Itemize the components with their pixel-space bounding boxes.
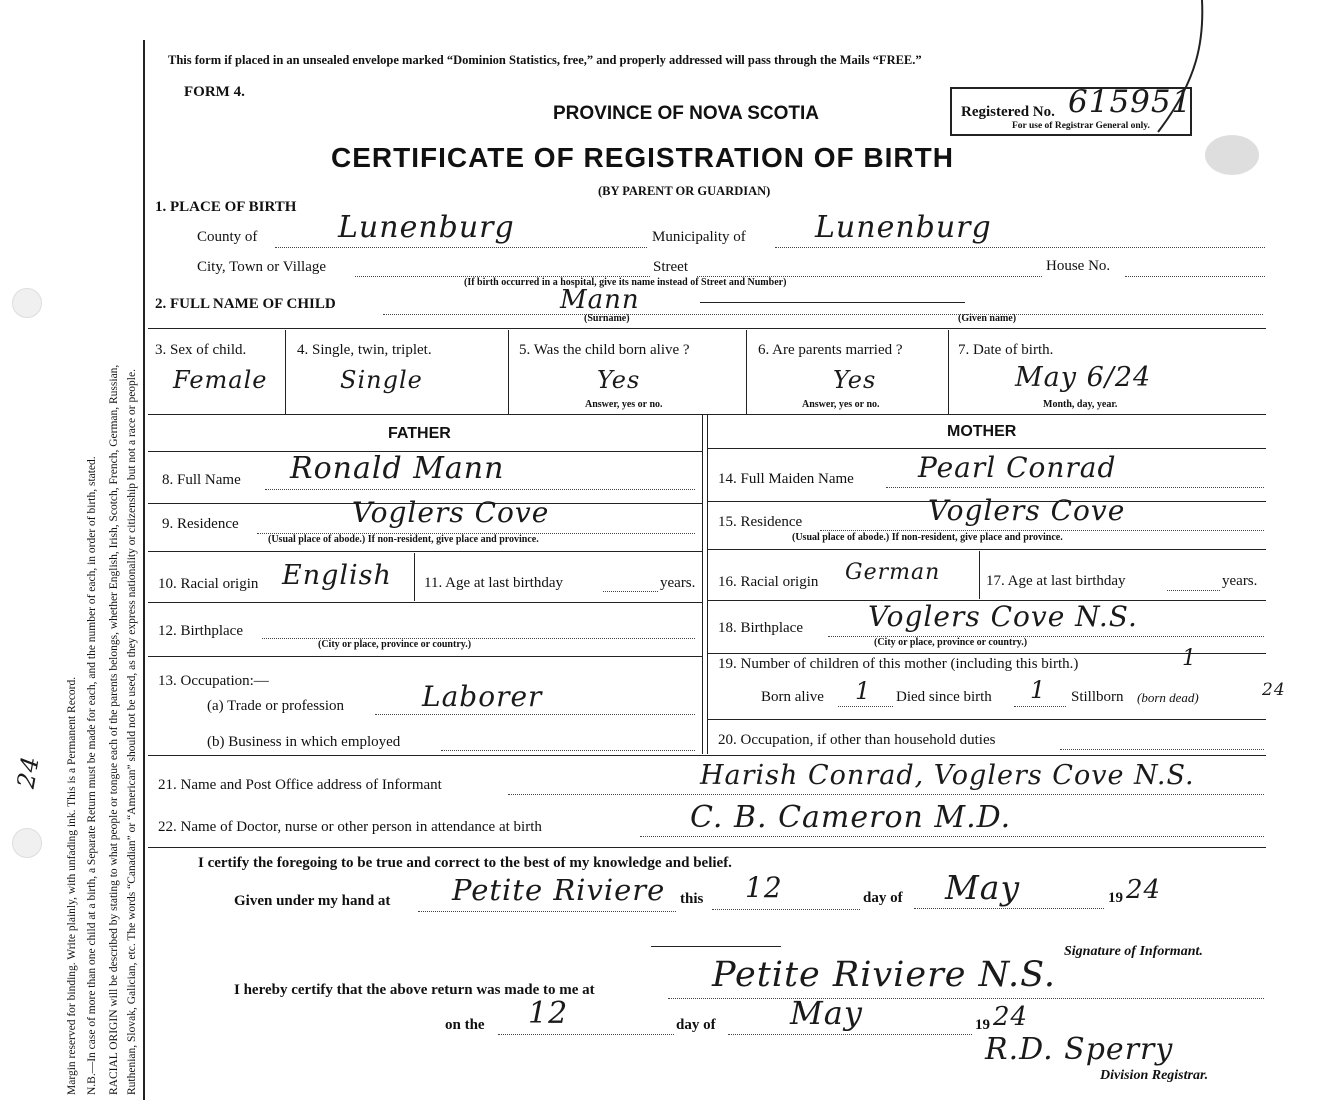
municipality-value: Lunenburg: [815, 210, 992, 245]
page-title: CERTIFICATE OF REGISTRATION OF BIRTH: [331, 142, 954, 173]
mother-birthplace-caption: (City or place, province or country.): [874, 637, 1028, 648]
margin-note-4: Ruthenian, Slovak, Galician, etc. The words “Canadian” or “American” should not be used, as they express nationality or citizenship but not a race or people.: [126, 369, 138, 1095]
father-heading: FATHER: [388, 425, 451, 442]
mother-residence-caption: (Usual place of abode.) If non-resident, give place and province.: [792, 532, 1063, 543]
mail-notice: This form if placed in an unsealed envelope marked “Dominion Statistics, free,” and properly addressed will pass through the Mails “FREE.”: [168, 53, 922, 67]
return-year-prefix: 19: [975, 1017, 990, 1033]
stillborn-note: (born dead): [1137, 690, 1199, 705]
doctor-value: C. B. Cameron M.D.: [690, 800, 1012, 835]
informant-signature-caption: Signature of Informant.: [1064, 944, 1203, 959]
house-number-label: House No.: [1046, 258, 1111, 274]
punch-hole-top: [12, 288, 42, 318]
province-heading: PROVINCE OF NOVA SCOTIA: [553, 103, 820, 124]
informant-label: 21. Name and Post Office address of Informant: [158, 777, 442, 793]
father-residence-label: 9. Residence: [162, 516, 239, 532]
mother-children-value: 1: [1182, 646, 1197, 671]
return-on-label: on the: [445, 1017, 485, 1033]
father-occupation-label: 13. Occupation:—: [158, 673, 269, 689]
informant-value: Harish Conrad, Voglers Cove N.S.: [700, 760, 1195, 791]
page-subtitle: (BY PARENT OR GUARDIAN): [598, 184, 771, 198]
given-this-label: this: [680, 891, 704, 907]
father-birthplace-label: 12. Birthplace: [158, 623, 243, 639]
parents-married-value: Yes: [833, 366, 877, 394]
return-day-label: day of: [676, 1017, 716, 1033]
mother-occupation-label: 20. Occupation, if other than household duties: [718, 732, 996, 748]
father-name-value: Ronald Mann: [290, 451, 505, 486]
stillborn-label: Stillborn: [1071, 689, 1124, 705]
mother-birthplace-label: 18. Birthplace: [718, 620, 803, 636]
given-name-caption: (Given name): [958, 313, 1017, 324]
date-of-birth-label: 7. Date of birth.: [958, 342, 1054, 358]
plurality-value: Single: [340, 366, 423, 394]
died-since-birth-label: Died since birth: [896, 689, 992, 705]
registered-number: 615951: [1068, 84, 1193, 120]
certification-statement: I certify the foregoing to be true and correct to the best of my knowledge and belief.: [198, 855, 732, 871]
born-alive-caption: Answer, yes or no.: [585, 399, 663, 410]
return-month-value: May: [790, 994, 863, 1032]
born-alive-count-value: 1: [855, 677, 872, 705]
registered-label: Registered No.: [961, 104, 1055, 120]
surname-caption: (Surname): [584, 313, 630, 324]
registrar-signature-caption: Division Registrar.: [1100, 1068, 1209, 1083]
given-day-label: day of: [863, 890, 903, 906]
given-at-label: Given under my hand at: [234, 893, 391, 909]
return-year-value: 24: [993, 1002, 1029, 1032]
city-label: City, Town or Village: [197, 259, 327, 275]
plurality-label: 4. Single, twin, triplet.: [297, 342, 432, 358]
given-year-prefix: 19: [1108, 890, 1123, 906]
father-trade-value: Laborer: [422, 680, 543, 713]
father-name-label: 8. Full Name: [162, 472, 241, 488]
father-residence-caption: (Usual place of abode.) If non-resident, give place and province.: [268, 534, 539, 545]
father-race-value: English: [282, 560, 392, 591]
father-trade-label: (a) Trade or profession: [207, 698, 345, 714]
mother-age-label: 17. Age at last birthday: [986, 573, 1126, 589]
mother-residence-label: 15. Residence: [718, 514, 803, 530]
return-made-label: I hereby certify that the above return was made to me at: [234, 982, 595, 998]
parents-married-label: 6. Are parents married ?: [758, 342, 903, 358]
father-residence-value: Voglers Cove: [352, 496, 550, 529]
father-age-unit: years.: [660, 575, 696, 591]
mother-race-value: German: [845, 560, 941, 585]
given-month-value: May: [945, 868, 1021, 907]
father-business-label: (b) Business in which employed: [207, 734, 401, 750]
doctor-label: 22. Name of Doctor, nurse or other person in attendance at birth: [158, 819, 542, 835]
mother-children-label: 19. Number of children of this mother (including this birth.): [718, 656, 1079, 672]
mother-residence-value: Voglers Cove: [928, 494, 1126, 527]
born-alive-label: 5. Was the child born alive ?: [519, 342, 690, 358]
sex-label: 3. Sex of child.: [155, 342, 247, 358]
mother-heading: MOTHER: [947, 423, 1017, 440]
place-of-birth-label: 1. PLACE OF BIRTH: [155, 199, 297, 215]
stillborn-mark: 24: [1262, 680, 1286, 700]
died-since-birth-value: 1: [1030, 676, 1047, 704]
municipality-label: Municipality of: [652, 229, 746, 245]
pen-stroke-mark: [1150, 0, 1210, 140]
county-value: Lunenburg: [338, 210, 515, 245]
date-of-birth-caption: Month, day, year.: [1043, 399, 1118, 410]
born-alive-count-label: Born alive: [761, 689, 824, 705]
margin-handwritten-note: 24: [11, 753, 45, 791]
margin-note-1: Margin reserved for binding. Write plainly, with unfading ink. This is a Permanent Record.: [66, 676, 78, 1095]
hospital-note: (If birth occurred in a hospital, give its name instead of Street and Number): [464, 277, 787, 288]
return-day-value: 12: [528, 996, 569, 1031]
mother-name-value: Pearl Conrad: [918, 451, 1117, 484]
county-label: County of: [197, 229, 258, 245]
given-at-place: Petite Riviere: [452, 873, 666, 907]
given-name-strikeout: [700, 302, 965, 303]
given-year-value: 24: [1126, 875, 1162, 905]
sex-value: Female: [173, 366, 268, 394]
mother-age-unit: years.: [1222, 573, 1258, 589]
surname-value: Mann: [560, 285, 640, 315]
date-of-birth-value: May 6/24: [1015, 362, 1152, 393]
registrar-note: For use of Registrar General only.: [1012, 121, 1150, 131]
street-label: Street: [653, 259, 688, 275]
born-alive-value: Yes: [597, 366, 641, 394]
mother-name-label: 14. Full Maiden Name: [718, 471, 854, 487]
margin-note-3: RACIAL ORIGIN will be described by stating to what people or tongue each of the parents belongs, whether English, Irish, Scotch, French, German, Russian,: [108, 364, 120, 1095]
given-day-value: 12: [745, 871, 783, 904]
father-age-label: 11. Age at last birthday: [424, 575, 563, 591]
registrar-signature: R.D. Sperry: [985, 1032, 1174, 1067]
return-made-place: Petite Riviere N.S.: [712, 955, 1057, 995]
mother-race-label: 16. Racial origin: [718, 574, 819, 590]
margin-note-2: N.B.—In case of more than one child at a birth, a Separate Return must be made for each, and the number of each, in order of birth, stated.: [86, 456, 98, 1095]
child-name-label: 2. FULL NAME OF CHILD: [155, 296, 336, 312]
punch-hole-bottom: [12, 828, 42, 858]
father-birthplace-caption: (City or place, province or country.): [318, 639, 472, 650]
form-left-border: [143, 40, 145, 1100]
mother-birthplace-value: Voglers Cove N.S.: [868, 600, 1138, 633]
ink-blot: [1205, 135, 1259, 175]
father-race-label: 10. Racial origin: [158, 576, 259, 592]
form-number: FORM 4.: [184, 84, 245, 100]
parents-married-caption: Answer, yes or no.: [802, 399, 880, 410]
